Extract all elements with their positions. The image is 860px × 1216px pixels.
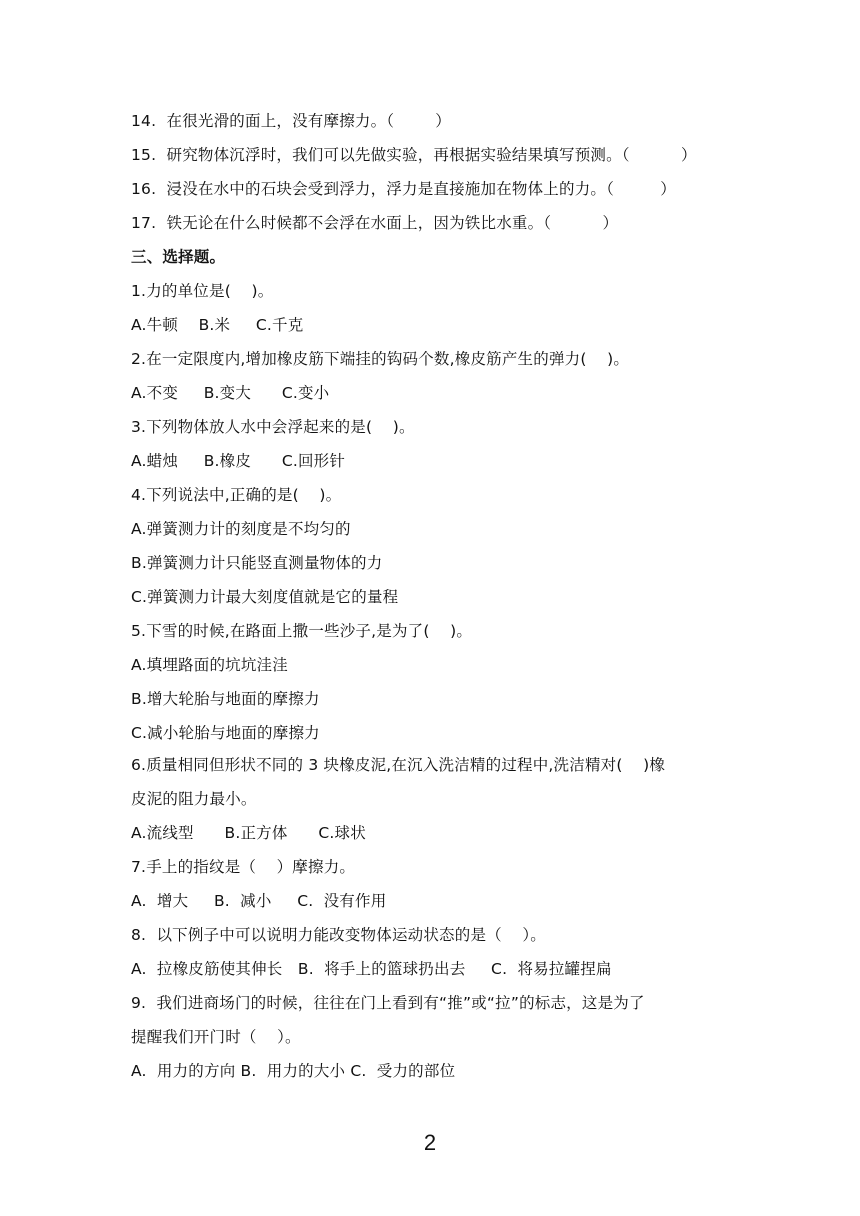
question-1: 1.力的单位是( )。 xyxy=(131,282,274,300)
tf-question-16: 16. 浸没在水中的石块会受到浮力，浮力是直接施加在物体上的力。（ ） xyxy=(131,180,676,198)
question-9-continued: 提醒我们开门时（ ）。 xyxy=(131,1028,301,1046)
question-6: 6.质量相同但形状不同的 3 块橡皮泥,在沉入洗洁精的过程中,洗洁精对( )橡 xyxy=(131,756,666,774)
question-4-option-a: A.弹簧测力计的刻度是不均匀的 xyxy=(131,520,351,538)
question-5-option-a: A.填埋路面的坑坑洼洼 xyxy=(131,656,288,674)
question-5-option-b: B.增大轮胎与地面的摩擦力 xyxy=(131,690,320,708)
question-9: 9. 我们进商场门的时候，往往在门上看到有“推”或“拉”的标志，这是为了 xyxy=(131,994,645,1012)
question-6-options: A.流线型 B.正方体 C.球状 xyxy=(131,824,366,842)
page-number: 2 xyxy=(423,1130,437,1155)
question-8: 8. 以下例子中可以说明力能改变物体运动状态的是（ ）。 xyxy=(131,926,547,944)
tf-question-15: 15. 研究物体沉浮时，我们可以先做实验，再根据实验结果填写预测。（ ） xyxy=(131,146,697,164)
question-8-options: A. 拉橡皮筋使其伸长 B. 将手上的篮球扔出去 C. 将易拉罐捏扁 xyxy=(131,960,612,978)
question-9-options: A. 用力的方向 B. 用力的大小 C. 受力的部位 xyxy=(131,1062,456,1080)
question-5: 5.下雪的时候,在路面上撒一些沙子,是为了( )。 xyxy=(131,622,473,640)
question-5-option-c: C.减小轮胎与地面的摩擦力 xyxy=(131,724,320,742)
tf-question-17: 17. 铁无论在什么时候都不会浮在水面上，因为铁比水重。（ ） xyxy=(131,214,619,232)
question-7: 7.手上的指纹是（ ）摩擦力。 xyxy=(131,858,356,876)
question-2: 2.在一定限度内,增加橡皮筋下端挂的钩码个数,橡皮筋产生的弹力( )。 xyxy=(131,350,630,368)
question-3-options: A.蜡烛 B.橡皮 C.回形针 xyxy=(131,452,346,470)
question-4: 4.下列说法中,正确的是( )。 xyxy=(131,486,342,504)
question-7-options: A. 增大 B. 减小 C. 没有作用 xyxy=(131,892,387,910)
question-2-options: A.不变 B.变大 C.变小 xyxy=(131,384,330,402)
question-6-continued: 皮泥的阻力最小。 xyxy=(131,790,257,808)
question-1-options: A.牛顿 B.米 C.千克 xyxy=(131,316,304,334)
tf-question-14: 14. 在很光滑的面上，没有摩擦力。（ ） xyxy=(131,112,451,130)
question-4-option-c: C.弹簧测力计最大刻度值就是它的量程 xyxy=(131,588,399,606)
section-title: 三、选择题。 xyxy=(131,248,226,266)
question-4-option-b: B.弹簧测力计只能竖直测量物体的力 xyxy=(131,554,383,572)
question-3: 3.下列物体放人水中会浮起来的是( )。 xyxy=(131,418,415,436)
